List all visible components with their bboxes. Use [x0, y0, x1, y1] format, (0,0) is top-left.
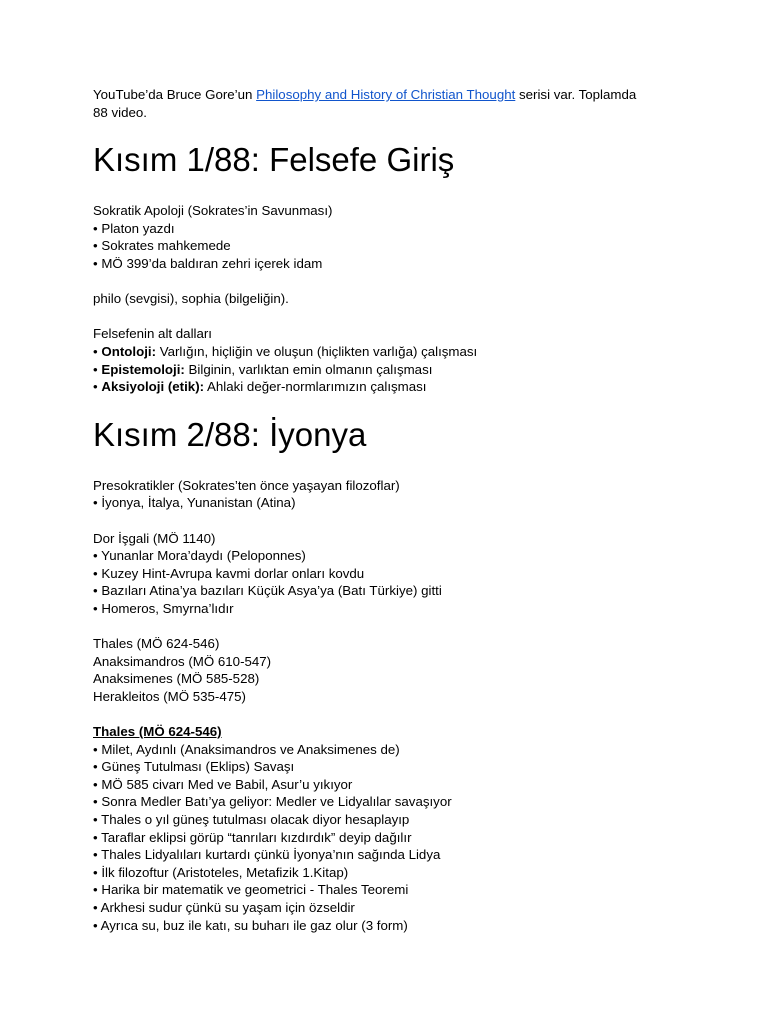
branches-title: Felsefenin alt dalları — [93, 326, 212, 342]
list-item: • Sonra Medler Batı’ya geliyor: Medler ve Lidyalılar savaşıyor — [93, 794, 452, 810]
list-item: • Ayrıca su, buz ile katı, su buharı ile gaz olur (3 form) — [93, 917, 408, 933]
list-item: • Güneş Tutulması (Eklips) Savaşı — [93, 759, 295, 775]
apology-title: Sokratik Apoloji (Sokrates’in Savunması) — [93, 203, 333, 219]
bullet: • — [93, 343, 102, 359]
dorian-title: Dor İşgali (MÖ 1140) — [93, 530, 216, 546]
part1-heading: Kısım 1/88: Felsefe Giriş — [93, 141, 455, 179]
list-item: • Taraflar eklipsi görüp “tanrıları kızdırdık” deyip dağılır — [93, 829, 412, 845]
branch-desc: Bilginin, varlıktan emin olmanın çalışması — [184, 361, 433, 377]
list-item: • MÖ 399’da baldıran zehri içerek idam — [93, 255, 323, 271]
philosopher-line: Anaksimenes (MÖ 585-528) — [93, 671, 260, 687]
list-item: • Bazıları Atina’ya bazıları Küçük Asya’ya (Batı Türkiye) gitti — [93, 583, 442, 599]
list-item: • Yunanlar Mora’daydı (Peloponnes) — [93, 548, 306, 564]
list-item: • Thales Lidyalıları kurtardı çünkü İyonya’nın sağında Lidya — [93, 847, 441, 863]
document-page — [93, 86, 693, 934]
intro-text-end: serisi var. Toplamda — [515, 87, 637, 102]
intro-line-2: 88 video. — [93, 104, 147, 120]
philosopher-line: Anaksimandros (MÖ 610-547) — [93, 653, 272, 669]
list-item: • İyonya, İtalya, Yunanistan (Atina) — [93, 495, 296, 511]
list-item: • Kuzey Hint-Avrupa kavmi dorlar onları kovdu — [93, 565, 365, 581]
branch-term: Ontoloji: — [101, 343, 157, 359]
intro-text-start: YouTube’da Bruce Gore’un — [93, 87, 257, 102]
bullet: • — [93, 379, 102, 395]
bullet: • — [93, 361, 102, 377]
list-item: • Sokrates mahkemede — [93, 238, 231, 254]
list-item: • MÖ 585 civarı Med ve Babil, Asur’u yıkıyor — [93, 776, 353, 792]
list-item: • Homeros, Smyrna’lıdır — [93, 600, 234, 616]
intro-paragraph — [93, 86, 693, 121]
part2-heading: Kısım 2/88: İyonya — [93, 415, 367, 453]
branch-epistemology — [93, 361, 693, 379]
list-item: • Arkhesi sudur çünkü su yaşam için özseldir — [93, 899, 355, 915]
list-item: • Thales o yıl güneş tutulması olacak diyor hesaplayıp — [93, 812, 410, 827]
list-item: • Harika bir matematik ve geometrici - Thales Teoremi — [93, 882, 409, 898]
philo-line: philo (sevgisi), sophia (bilgeliğin). — [93, 291, 289, 307]
list-item: • Platon yazdı — [93, 220, 175, 236]
branch-desc: Varlığın, hiçliğin ve oluşun (hiçlikten varlığa) çalışması — [156, 343, 478, 359]
branch-term: Epistemoloji: — [101, 361, 185, 377]
philosopher-line: Thales (MÖ 624-546) — [93, 636, 220, 652]
list-item: • İlk filozoftur (Aristoteles, Metafizik 1.Kitap) — [93, 864, 349, 880]
branch-ontology — [93, 343, 693, 361]
branch-term: Aksiyoloji (etik): — [101, 379, 205, 395]
presocratics-title: Presokratikler (Sokrates’ten önce yaşayan filozoflar) — [93, 477, 400, 493]
list-item: • Milet, Aydınlı (Anaksimandros ve Anaksimenes de) — [93, 741, 400, 757]
series-link[interactable]: Philosophy and History of Christian Thought — [256, 87, 516, 102]
branch-desc: Ahlaki değer-normlarımızın çalışması — [204, 379, 427, 395]
philosopher-line: Herakleitos (MÖ 535-475) — [93, 688, 246, 704]
thales-title: Thales (MÖ 624-546) — [93, 724, 222, 740]
branch-axiology — [93, 378, 693, 396]
